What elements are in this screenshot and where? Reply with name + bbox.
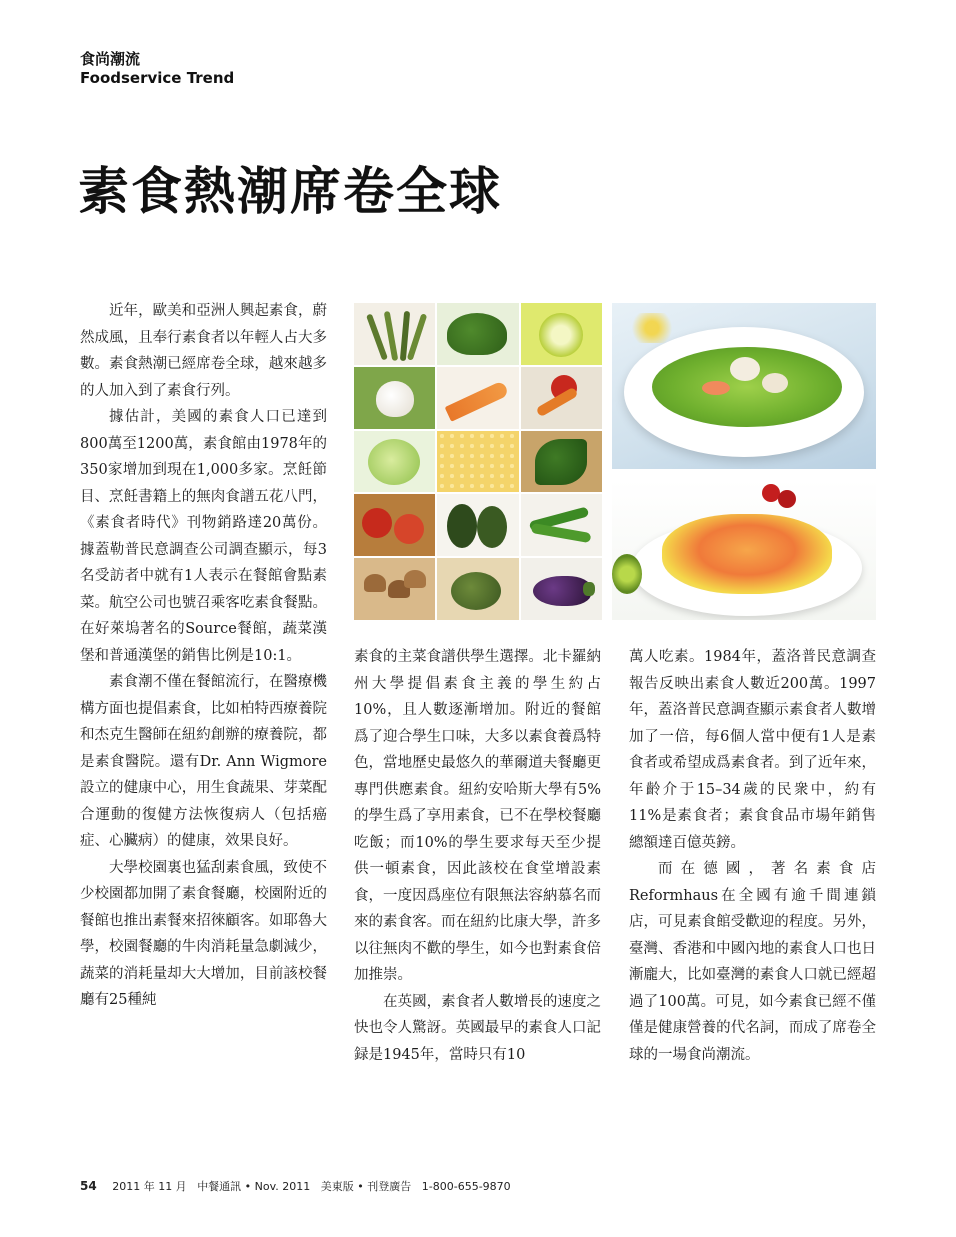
paragraph: 素食的主菜食譜供學生選擇。北卡羅納州大學提倡素食主義的學生約占10%，且人數逐漸增加。附近的餐館爲了迎合學生口味，大多以素食養爲特色，當地歷史最悠久的華爾道夫餐廳更專門供應素食。紐約安哈斯大學有5%的學生爲了享用素食，已不在學校餐廳吃飯；而10%的學生要求每天至少提供一頓素食，因此該校在食堂增設素食，一度因爲座位有限無法容納慕名而來的素食客。而在紐約比康大學，許多以往無肉不歡的學生，如今也對素食倍加推崇。 [354,649,601,983]
paragraph: 近年，歐美和亞洲人興起素食，蔚然成風，且奉行素食者以年輕人占大多數。素食熱潮已經席卷全球，越來越多的人加入到了素食行列。 [80,303,327,399]
asparagus-image [354,303,435,365]
paragraph: 素食潮不僅在餐館流行，在醫療機構方面也提倡素食，比如柏特西療養院和杰克生醫師在紐約創辦的療養院，都是素食醫院。還有Dr. Ann Wigmore設立的健康中心，用生食蔬果、芽菜配合運動的復健方法恢復病人（包括癌症、心臟病）的健康，效果良好。 [80,674,327,849]
paragraph: 大學校園裏也猛刮素食風，致使不少校園都加開了素食餐廳，校園附近的餐館也推出素餐來招徠顧客。如耶魯大學，校園餐廳的牛肉消耗量急劇減少，蔬菜的消耗量却大大增加，目前該校餐廳有25種純 [80,859,327,1008]
fruit-salad-photo [612,480,876,620]
vegetable-photo-grid [354,303,602,620]
mushrooms-image [354,558,435,620]
paragraph: 在英國，素食者人數增長的速度之快也令人驚訝。英國最早的素食人口記録是1945年，當時只有10 [354,993,601,1063]
tomatoes-image [354,494,435,556]
salad-bowl-photo [612,303,876,469]
mixed-vegetables-image [521,367,602,429]
carrot-image [437,367,518,429]
corn-image [437,431,518,493]
paragraph: 據估計，美國的素食人口已達到800萬至1200萬，素食館由1978年的350家增加到現在1,000多家。烹飪節目、烹飪書籍上的無肉食譜五花八門，《素食者時代》刊物銷路達20萬份。據蓋勒普民意調查公司調查顯示，每3名受訪者中就有1人表示在餐館會點素菜。航空公司也號召乘客吃素食餐點。在好萊塢著名的Source餐館，蔬菜漢堡和普通漢堡的銷售比例是10:1。 [80,409,327,664]
paragraph: 萬人吃素。1984年，蓋洛普民意調查報告反映出素食人數近200萬。1997年，蓋洛普民意調查顯示素食者人數增加了一倍，每6個人當中便有1人是素食者或希望成爲素食者。到了近年來，年齡介于15–34歲的民衆中，約有11%是素食者；素食食品市場年銷售總額達百億英鎊。 [629,649,876,851]
article-headline: 素食熱潮席卷全球 [78,162,503,222]
leaf-image [521,431,602,493]
article-column-1 [80,298,327,1014]
page-number: 54 [80,1179,97,1193]
lime-slice-image [521,303,602,365]
footer-publication: 中餐通訊 • Nov. 2011 [197,1180,311,1193]
green-peppers-image [521,494,602,556]
page-footer [80,1178,511,1194]
section-label-en: Foodservice Trend [80,69,235,87]
paragraph: 而在德國，著名素食店Reformhaus在全國有逾千間連鎖店，可見素食館受歡迎的程度。另外，臺灣、香港和中國內地的素食人口也日漸龐大，比如臺灣的素食人口就已經超過了100萬。可見，如今素食已經不僅僅是健康營養的代名詞，而成了席卷全球的一場食尚潮流。 [629,861,876,1063]
lettuce-image [354,431,435,493]
eggplant-image [521,558,602,620]
section-label [80,50,234,88]
article-column-2 [354,644,601,1068]
footer-date: 2011 年 11 月 [112,1180,187,1193]
pumpkin-image [437,558,518,620]
spinach-image [437,303,518,365]
garlic-image [354,367,435,429]
section-label-zh: 食尚潮流 [80,50,141,68]
footer-edition: 美東版 • 刊登廣告 [320,1180,412,1193]
article-column-3 [629,644,876,1068]
footer-phone: 1-800-655-9870 [421,1180,511,1193]
avocado-image [437,494,518,556]
